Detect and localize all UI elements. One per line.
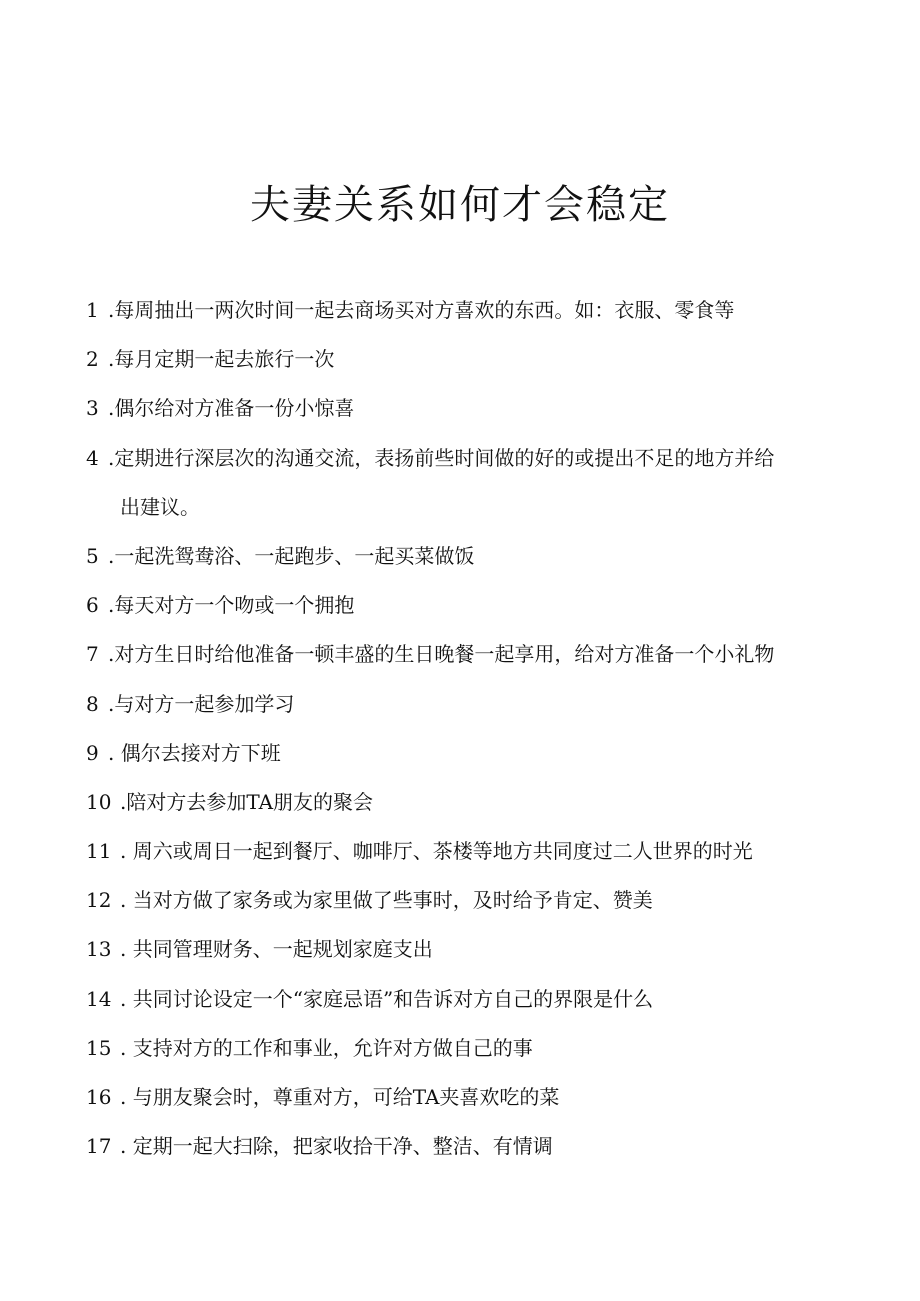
item-number: 8 <box>86 691 99 716</box>
list-item <box>86 981 846 1030</box>
item-text: . 共同管理财务、一起规划家庭支出 <box>120 937 433 962</box>
item-text: . 共同讨论设定一个“家庭忌语”和告诉对方自己的界限是什么 <box>120 986 654 1011</box>
item-text: .偶尔给对方准备一份小惊喜 <box>108 396 355 421</box>
item-number: 12 <box>86 888 112 913</box>
item-text: . 与朋友聚会时，尊重对方，可给TA夹喜欢吃的菜 <box>120 1085 560 1110</box>
item-number: 10 <box>86 789 112 814</box>
list-item <box>86 735 846 784</box>
item-number: 14 <box>86 986 112 1011</box>
item-text: .每周抽出一两次时间一起去商场买对方喜欢的东西。如：衣服、零食等 <box>108 298 735 322</box>
list-item <box>86 636 846 685</box>
item-text: . 支持对方的工作和事业，允许对方做自己的事 <box>120 1035 533 1060</box>
item-text: .每月定期一起去旅行一次 <box>108 347 335 372</box>
item-number: 3 <box>86 396 99 421</box>
list-item <box>86 931 846 980</box>
item-text: . 偶尔去接对方下班 <box>108 740 281 765</box>
item-text: .一起洗鸳鸯浴、一起跑步、一起买菜做饭 <box>108 543 475 568</box>
item-number: 1 <box>86 298 99 322</box>
item-text: . 当对方做了家务或为家里做了些事时，及时给予肯定、赞美 <box>120 888 653 913</box>
list-item <box>86 882 846 931</box>
item-number: 2 <box>86 347 99 372</box>
list-item <box>86 538 846 587</box>
list-item <box>86 390 846 439</box>
list-item <box>86 833 846 882</box>
item-text: .每天对方一个吻或一个拥抱 <box>108 593 355 618</box>
list-item <box>86 1128 846 1177</box>
list-item <box>86 440 846 538</box>
item-number: 9 <box>86 740 99 765</box>
item-text: .定期进行深层次的沟通交流，表扬前些时间做的好的或提出不足的地方并给 <box>108 445 775 470</box>
item-number: 6 <box>86 593 99 618</box>
item-number: 7 <box>86 642 99 667</box>
list-item <box>86 292 846 341</box>
item-text: .陪对方去参加TA朋友的聚会 <box>120 789 374 814</box>
item-number: 16 <box>86 1085 112 1110</box>
item-number: 17 <box>86 1134 112 1159</box>
tips-list <box>86 292 846 1177</box>
item-text: .对方生日时给他准备一顿丰盛的生日晚餐一起享用，给对方准备一个小礼物 <box>108 642 775 667</box>
item-number: 11 <box>86 839 112 864</box>
item-text: .与对方一起参加学习 <box>108 691 295 716</box>
item-text: . 定期一起大扫除，把家收拾干净、整洁、有情调 <box>120 1134 553 1159</box>
item-text: . 周六或周日一起到餐厅、咖啡厅、茶楼等地方共同度过二人世界的时光 <box>120 839 753 864</box>
list-item <box>86 1079 846 1128</box>
item-number: 13 <box>86 937 112 962</box>
item-text-continuation: 出建议。 <box>120 494 200 519</box>
item-number: 4 <box>86 445 99 470</box>
list-item <box>86 686 846 735</box>
list-item <box>86 341 846 390</box>
page-title: 夫妻关系如何才会稳定 <box>250 182 670 228</box>
list-item <box>86 784 846 833</box>
list-item <box>86 1030 846 1079</box>
list-item <box>86 587 846 636</box>
item-number: 15 <box>86 1035 112 1060</box>
item-number: 5 <box>86 543 99 568</box>
